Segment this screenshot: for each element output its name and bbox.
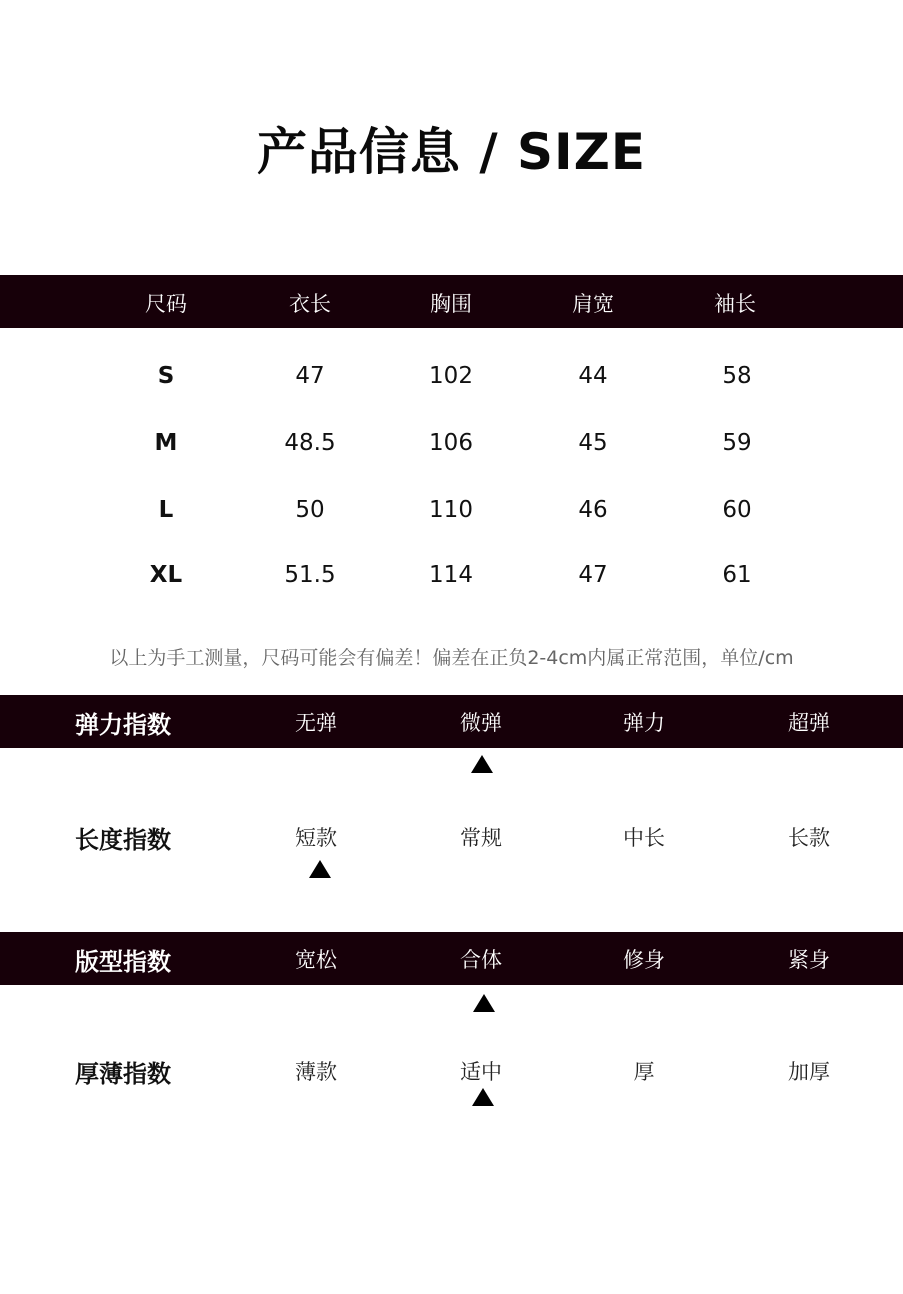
table-row xyxy=(0,491,903,531)
table-row xyxy=(0,424,903,464)
chest-cell: 102 xyxy=(429,363,473,389)
triangle-marker-icon xyxy=(473,994,495,1012)
shoulder-cell: 46 xyxy=(578,497,608,523)
table-row xyxy=(0,556,903,596)
fit-option: 宽松 xyxy=(295,948,337,972)
length-option: 长款 xyxy=(788,826,830,850)
size-cell: XL xyxy=(149,562,183,588)
size-table-header xyxy=(0,275,903,328)
triangle-marker-icon xyxy=(309,860,331,878)
header-chest: 胸围 xyxy=(430,292,472,316)
thickness-index-row xyxy=(0,1054,903,1094)
size-cell: M xyxy=(154,430,178,456)
elasticity-option: 微弹 xyxy=(460,711,502,735)
sleeve-cell: 59 xyxy=(722,430,752,456)
length-cell: 50 xyxy=(295,497,325,523)
size-cell: L xyxy=(158,497,174,523)
length-cell: 47 xyxy=(295,363,325,389)
page-title: 产品信息 / SIZE xyxy=(256,123,647,181)
sleeve-cell: 61 xyxy=(722,562,752,588)
shoulder-cell: 44 xyxy=(578,363,608,389)
elasticity-label: 弹力指数 xyxy=(75,711,171,739)
triangle-marker-icon xyxy=(472,1088,494,1106)
elasticity-option: 弹力 xyxy=(623,711,665,735)
fit-option: 修身 xyxy=(623,948,665,972)
sleeve-cell: 58 xyxy=(722,363,752,389)
chest-cell: 110 xyxy=(429,497,473,523)
length-index-row xyxy=(0,820,903,860)
thickness-label: 厚薄指数 xyxy=(75,1060,171,1088)
header-sleeve: 袖长 xyxy=(714,292,756,316)
length-option: 常规 xyxy=(460,826,502,850)
length-label: 长度指数 xyxy=(75,826,171,854)
shoulder-cell: 47 xyxy=(578,562,608,588)
fit-option: 合体 xyxy=(460,948,502,972)
thickness-option: 加厚 xyxy=(788,1060,830,1084)
size-cell: S xyxy=(157,363,175,389)
measurement-note: 以上为手工测量，尺码可能会有偏差！偏差在正负2-4cm内属正常范围，单位/cm xyxy=(109,647,794,669)
chest-cell: 114 xyxy=(429,562,473,588)
header-length: 衣长 xyxy=(289,292,331,316)
thickness-option: 薄款 xyxy=(295,1060,337,1084)
elasticity-index-band xyxy=(0,695,903,748)
fit-option: 紧身 xyxy=(788,948,830,972)
chest-cell: 106 xyxy=(429,430,473,456)
thickness-option: 厚 xyxy=(633,1060,655,1084)
length-option: 短款 xyxy=(295,826,337,850)
length-option: 中长 xyxy=(623,826,665,850)
fit-index-band xyxy=(0,932,903,985)
triangle-marker-icon xyxy=(471,755,493,773)
length-cell: 48.5 xyxy=(284,430,336,456)
thickness-option: 适中 xyxy=(460,1060,502,1084)
elasticity-option: 超弹 xyxy=(788,711,830,735)
fit-label: 版型指数 xyxy=(75,948,171,976)
length-cell: 51.5 xyxy=(284,562,336,588)
header-shoulder: 肩宽 xyxy=(572,292,614,316)
header-size: 尺码 xyxy=(145,292,187,316)
elasticity-option: 无弹 xyxy=(295,711,337,735)
sleeve-cell: 60 xyxy=(722,497,752,523)
shoulder-cell: 45 xyxy=(578,430,608,456)
table-row xyxy=(0,357,903,397)
